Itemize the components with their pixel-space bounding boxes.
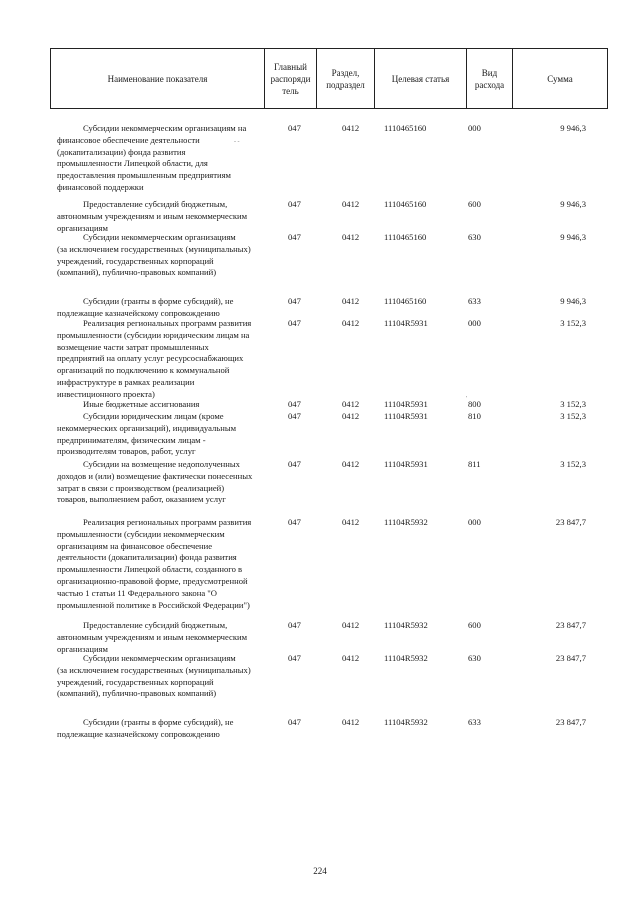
row-summa: 9 946,3	[560, 296, 586, 306]
row-name-line: Субсидии некоммерческим организациям	[83, 653, 236, 663]
row-vid: 811	[468, 459, 481, 469]
row-razdel: 0412	[342, 318, 360, 328]
header-celevaya	[375, 49, 467, 108]
row-name-line: организациям на финансовое обеспечение	[57, 540, 213, 551]
row-name-line: некоммерческих организаций), индивидуальным	[57, 422, 237, 433]
row-glavny: 047	[288, 653, 301, 663]
row-name-line: автономным учреждениям и иным некоммерческим	[57, 631, 248, 642]
row-glavny: 047	[288, 318, 301, 328]
row-name-line: Субсидии юридическим лицам (кроме	[83, 411, 224, 421]
row-name-line: (за исключением государственных (муниципальных)	[57, 664, 251, 675]
row-summa: 23 847,7	[555, 717, 586, 727]
row-celevaya: 11104R5932	[384, 517, 428, 527]
header-summa	[513, 49, 607, 108]
scan-mark: '	[466, 396, 468, 402]
row-razdel: 0412	[342, 717, 360, 727]
row-celevaya: 11104R5931	[384, 399, 428, 409]
row-razdel: 0412	[342, 296, 360, 306]
row-name	[57, 717, 269, 741]
row-name-line: предоставления промышленным предприятиям	[57, 170, 231, 181]
header-glavny-l1: Главный	[274, 61, 307, 72]
row-name-line: финансовой поддержки	[57, 181, 144, 192]
row-name	[57, 517, 269, 611]
row-name-line: подлежащие казначейскому сопровождению	[57, 728, 220, 739]
row-name	[57, 411, 269, 458]
row-razdel: 0412	[342, 232, 360, 242]
row-name	[57, 653, 269, 700]
row-name	[57, 296, 269, 320]
row-vid: 000	[468, 123, 481, 133]
row-summa: 3 152,3	[560, 318, 586, 328]
row-summa: 23 847,7	[555, 653, 586, 663]
header-glavny	[265, 49, 317, 108]
row-name-line: организаций по подключению к коммунальной	[57, 365, 230, 376]
row-vid: 630	[468, 232, 481, 242]
row-vid: 810	[468, 411, 481, 421]
row-celevaya: 1110465160	[384, 199, 427, 209]
row-name-line: Предоставление субсидий бюджетным,	[83, 620, 228, 630]
row-name-line: Субсидии (гранты в форме субсидий), не	[83, 296, 234, 306]
header-vid	[467, 49, 513, 108]
row-name	[57, 318, 269, 401]
row-name	[57, 199, 269, 234]
header-vid-l1: Вид	[481, 67, 498, 78]
row-vid: 000	[468, 517, 481, 527]
row-vid: 000	[468, 318, 481, 328]
header-summa-text: Сумма	[547, 73, 573, 84]
row-glavny: 047	[288, 296, 301, 306]
header-glavny-l3: тель	[282, 85, 299, 96]
row-name	[57, 123, 269, 194]
header-celevaya-text: Целевая статья	[391, 73, 450, 84]
row-name-line: подлежащие казначейскому сопровождению	[57, 307, 220, 318]
row-name-line: Реализация региональных программ развития	[83, 517, 252, 527]
row-summa: 9 946,3	[560, 123, 586, 133]
row-name-line: предпринимателям, физическим лицам -	[57, 434, 206, 445]
row-name-line: Субсидии (гранты в форме субсидий), не	[83, 717, 234, 727]
row-glavny: 047	[288, 232, 301, 242]
header-name	[51, 49, 265, 108]
row-glavny: 047	[288, 399, 301, 409]
row-celevaya: 11104R5931	[384, 411, 428, 421]
row-name-line: (компаний), публично-правовых компаний)	[57, 267, 217, 278]
row-name-line: (за исключением государственных (муниципальных)	[57, 243, 251, 254]
row-name-line: промышленности Липецкой области, созданного в	[57, 564, 243, 575]
row-name-line: частью 1 статьи 11 Федерального закона "О	[57, 587, 217, 598]
header-vid-l2: расхода	[474, 79, 505, 90]
row-celevaya: 11104R5931	[384, 318, 428, 328]
row-name-line: деятельности (докапитализации) фонда развития	[57, 552, 237, 563]
row-razdel: 0412	[342, 411, 360, 421]
row-name-line: промышленности Липецкой области, для	[57, 158, 208, 169]
row-celevaya: 11104R5931	[384, 459, 428, 469]
row-name-line: производителям товаров, работ, услуг	[57, 446, 196, 457]
row-name	[57, 459, 269, 506]
row-name-line: доходов и (или) возмещение фактически понесенных	[57, 470, 253, 481]
row-name-line: (компаний), публично-правовых компаний)	[57, 688, 217, 699]
row-name-line: финансовое обеспечение деятельности	[57, 134, 200, 145]
row-name-line: промышленной политике в Российской Федерации")	[57, 599, 250, 610]
row-name-line: организациям	[57, 643, 108, 654]
row-celevaya: 1110465160	[384, 123, 427, 133]
row-name-line: промышленности (субсидии некоммерческим	[57, 528, 225, 539]
table-header	[50, 48, 608, 109]
header-glavny-l2: распоряди	[270, 73, 311, 84]
header-razdel-l1: Раздел,	[331, 67, 360, 78]
row-name-line: организационно-правовой форме, предусмотренной	[57, 575, 248, 586]
row-name-line: Иные бюджетные ассигнования	[83, 399, 200, 409]
row-name-line: (докапитализации) фонда развития	[57, 146, 186, 157]
row-razdel: 0412	[342, 653, 360, 663]
row-name-line: товаров, выполнением работ, оказанием услуг	[57, 494, 226, 505]
row-razdel: 0412	[342, 517, 360, 527]
row-name	[57, 399, 269, 411]
row-celevaya: 11104R5932	[384, 653, 428, 663]
row-celevaya: 1110465160	[384, 296, 427, 306]
row-name-line: Субсидии на возмещение недополученных	[83, 459, 240, 469]
row-name-line: промышленности (субсидии юридическим лицам на	[57, 329, 250, 340]
row-glavny: 047	[288, 199, 301, 209]
row-vid: 800	[468, 399, 481, 409]
row-summa: 23 847,7	[555, 517, 586, 527]
row-name-line: затрат в связи с производством (реализацией)	[57, 482, 225, 493]
row-glavny: 047	[288, 717, 301, 727]
row-name	[57, 232, 269, 279]
row-name-line: организациям	[57, 222, 108, 233]
row-glavny: 047	[288, 459, 301, 469]
header-razdel-l2: подраздел	[326, 79, 365, 90]
row-vid: 633	[468, 717, 481, 727]
row-name-line: возмещение части затрат промышленных	[57, 341, 209, 352]
row-razdel: 0412	[342, 399, 360, 409]
row-name-line: Субсидии некоммерческим организациям на	[83, 123, 247, 133]
row-name	[57, 620, 269, 655]
row-name-line: Предоставление субсидий бюджетным,	[83, 199, 228, 209]
row-glavny: 047	[288, 411, 301, 421]
row-razdel: 0412	[342, 123, 360, 133]
row-vid: 633	[468, 296, 481, 306]
row-name-line: автономным учреждениям и иным некоммерческим	[57, 210, 248, 221]
header-razdel	[317, 49, 375, 108]
row-glavny: 047	[288, 123, 301, 133]
row-name-line: предприятий на оплату услуг ресурсоснабжающих	[57, 353, 244, 364]
scan-mark: - -	[234, 139, 240, 145]
row-summa: 23 847,7	[555, 620, 586, 630]
page-number: 224	[313, 866, 327, 876]
row-razdel: 0412	[342, 459, 360, 469]
row-name-line: Субсидии некоммерческим организациям	[83, 232, 236, 242]
row-summa: 9 946,3	[560, 232, 586, 242]
row-razdel: 0412	[342, 199, 360, 209]
row-summa: 9 946,3	[560, 199, 586, 209]
row-vid: 630	[468, 653, 481, 663]
row-razdel: 0412	[342, 620, 360, 630]
row-vid: 600	[468, 620, 481, 630]
row-celevaya: 11104R5932	[384, 620, 428, 630]
row-name-line: инвестиционного проекта)	[57, 388, 155, 399]
row-name-line: инфраструктуре в рамках реализации	[57, 376, 195, 387]
row-glavny: 047	[288, 620, 301, 630]
row-summa: 3 152,3	[560, 399, 586, 409]
row-name-line: учреждений, государственных корпораций	[57, 255, 214, 266]
header-name-text: Наименование показателя	[107, 73, 208, 84]
row-name-line: Реализация региональных программ развития	[83, 318, 252, 328]
row-vid: 600	[468, 199, 481, 209]
row-summa: 3 152,3	[560, 459, 586, 469]
row-glavny: 047	[288, 517, 301, 527]
row-name-line: учреждений, государственных корпораций	[57, 676, 214, 687]
row-celevaya: 1110465160	[384, 232, 427, 242]
row-summa: 3 152,3	[560, 411, 586, 421]
row-celevaya: 11104R5932	[384, 717, 428, 727]
